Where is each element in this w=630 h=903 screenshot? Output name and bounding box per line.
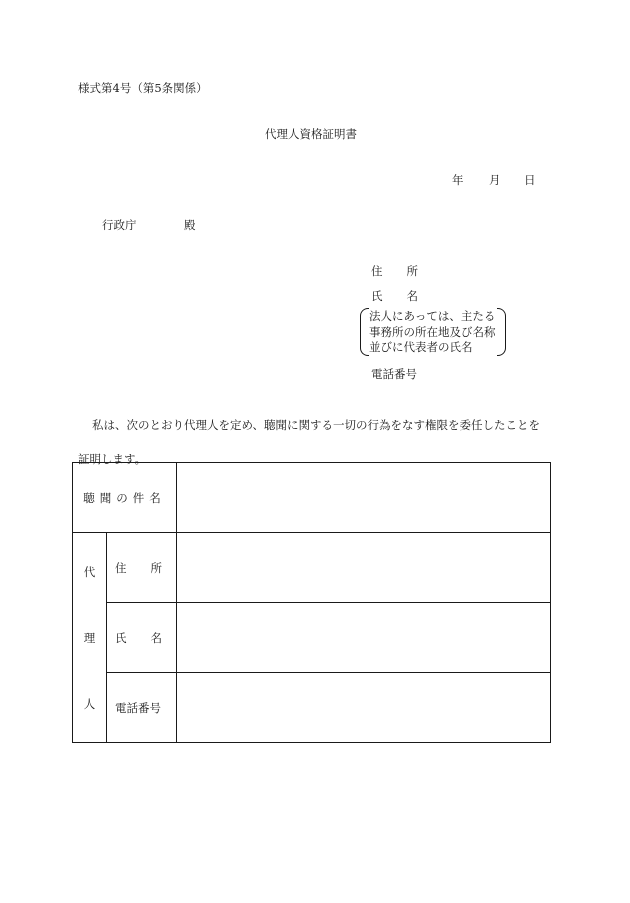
corp-note-line-1: 法人にあっては、主たる (369, 309, 496, 323)
right-bracket (497, 308, 506, 356)
date-year-label: 年 (452, 173, 464, 187)
statement-line-1: 私は、次のとおり代理人を定め、聴聞に関する一切の行為をなす権限を委任したことを (92, 418, 541, 432)
agent-name-label (107, 603, 177, 673)
date-month-label: 月 (489, 173, 501, 187)
addressee-agency: 行政庁 (102, 218, 137, 232)
agent-vertical-label (73, 533, 107, 743)
corporation-note (360, 308, 506, 356)
agent-address-field[interactable] (177, 533, 551, 603)
statement-line-2: 証明します。 (78, 452, 147, 466)
addressee-honorific: 殿 (184, 218, 196, 232)
addressee (102, 217, 196, 233)
corp-note-line-3: 並びに代表者の氏名 (369, 340, 473, 354)
agent-address-label (107, 533, 177, 603)
agent-phone-row (73, 673, 551, 743)
applicant-name-label (371, 288, 418, 304)
agent-name-char-2: 名 (150, 630, 162, 645)
corp-note-line-2: 事務所の所在地及び名称 (369, 324, 496, 339)
agent-name-row (73, 603, 551, 673)
applicant-address-label (371, 263, 418, 279)
agent-table (72, 462, 551, 743)
hearing-row (73, 463, 551, 533)
left-bracket (360, 308, 369, 356)
date-day-label: 日 (524, 173, 536, 187)
agent-address-char-2: 所 (150, 560, 162, 575)
agent-char-3: 人 (83, 696, 96, 711)
agent-name-char-1: 氏 (115, 630, 127, 645)
agent-address-char-1: 住 (115, 560, 127, 575)
agent-name-field[interactable] (177, 603, 551, 673)
agent-char-1: 代 (83, 564, 96, 579)
agent-char-2: 理 (83, 630, 96, 645)
applicant-name-char-1: 氏 (371, 289, 383, 303)
hearing-title-field[interactable] (177, 463, 551, 533)
applicant-address-char-1: 住 (371, 264, 383, 278)
document-title: 代理人資格証明書 (265, 127, 357, 141)
form-number: 様式第4号（第5条関係） (78, 81, 208, 95)
agent-phone-field[interactable] (177, 673, 551, 743)
applicant-name-char-2: 名 (406, 289, 418, 303)
agent-phone-label: 電話番号 (107, 673, 177, 743)
hearing-title-label: 聴聞の件名 (73, 463, 177, 533)
agent-address-row (73, 533, 551, 603)
applicant-address-char-2: 所 (406, 264, 418, 278)
applicant-phone-label: 電話番号 (371, 367, 417, 381)
